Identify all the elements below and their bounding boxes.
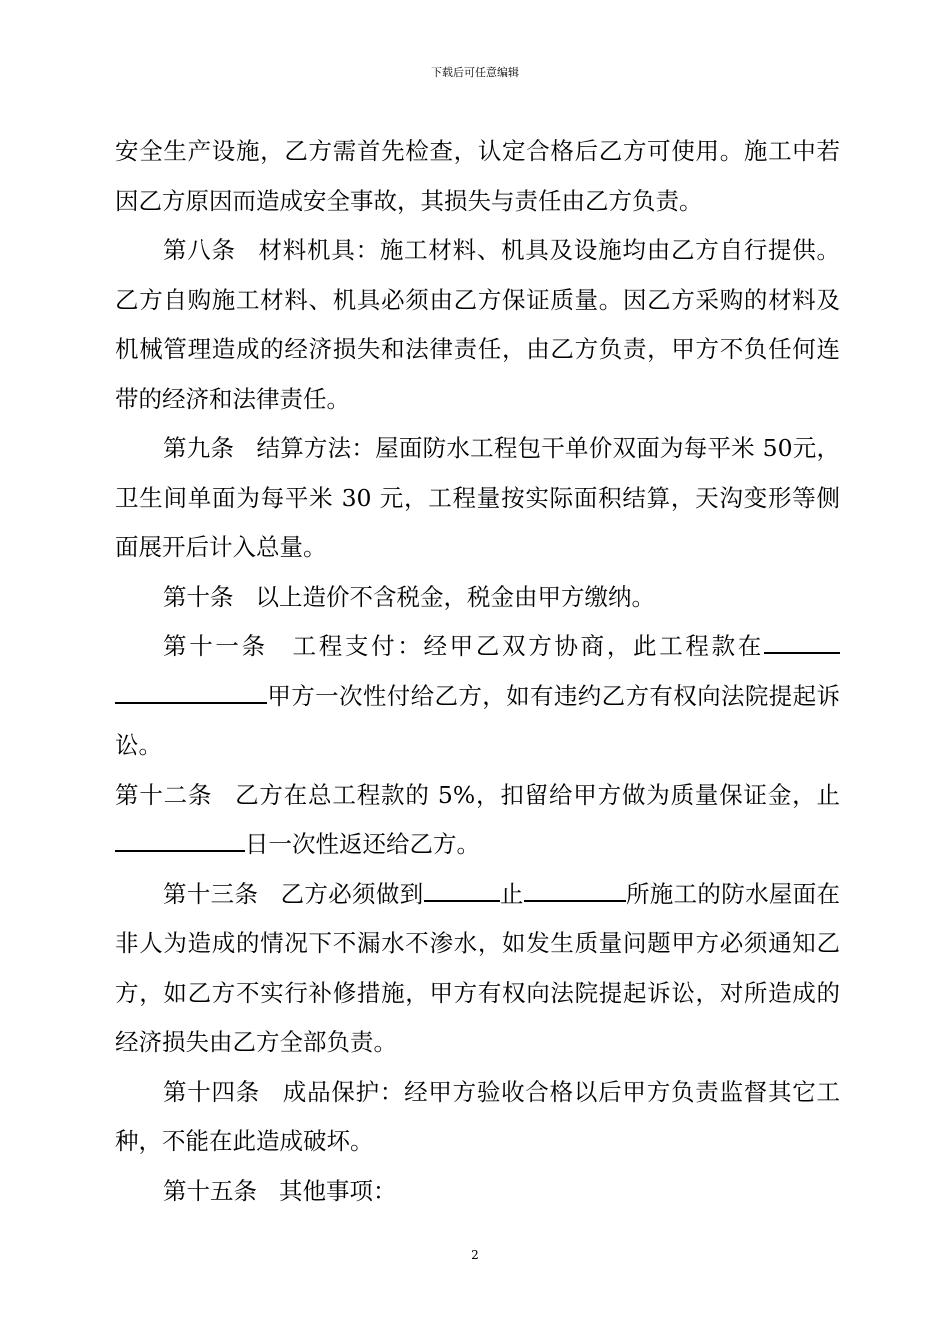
article-label: 第十三条 [163, 879, 259, 908]
article-label: 第十一条 [163, 632, 268, 660]
article-label: 第九条 [163, 434, 235, 462]
article-9 [115, 424, 840, 573]
article-text: 乙方必须做到 [280, 879, 424, 908]
article-13 [115, 870, 840, 1068]
article-text: 所施工的防水屋面在非人为造成的情况下不漏水不渗水，如发生质量问题甲方必须通知乙方，如乙方不实行补修措施，甲方有权向法院提起诉讼，对所造成的经济损失由乙方全部负责。 [115, 879, 841, 1056]
article-label: 第十五条 [163, 1176, 257, 1205]
article-label: 第十条 [163, 582, 234, 611]
article-text: 其他事项： [279, 1176, 397, 1205]
article-15 [115, 1167, 840, 1217]
article-14 [115, 1068, 840, 1167]
article-10 [115, 573, 840, 623]
article-text: 乙方在总工程款的 5%，扣留给甲方做为质量保证金，止 [234, 780, 840, 809]
paragraph-text: 安全生产设施，乙方需首先检查，认定合格后乙方可使用。施工中若因乙方原因而造成安全事故，其损失与责任由乙方负责。 [115, 137, 840, 215]
article-text: 结算方法：屋面防水工程包干单价双面为每平米 50元，卫生间单面为每平米 30 元，工程量按实际面积结算，天沟变形等侧面展开后计入总量。 [115, 434, 841, 561]
fill-in-blank [524, 878, 626, 902]
page-number: 2 [471, 1248, 479, 1262]
fill-in-blank [115, 828, 245, 852]
article-text: 工程支付：经甲乙双方协商，此工程款在 [289, 632, 765, 660]
article-text: 甲方一次性付给乙方，如有违约乙方有权向法院提起诉讼。 [115, 681, 840, 759]
article-text: 材料机具：施工材料、机具及设施均由乙方自行提供。乙方自购施工材料、机具必须由乙方保证质量。因乙方采购的材料及机械管理造成的经济损失和法律责任，由乙方负责，甲方不负任何连带的经济和法律责任。 [115, 236, 841, 413]
article-label: 第十二条 [115, 780, 213, 809]
fill-in-blank [115, 680, 267, 704]
article-8 [115, 226, 840, 424]
paragraph-safety [115, 127, 840, 226]
article-12 [115, 771, 840, 870]
page-header: 下载后可任意编辑 [431, 66, 519, 79]
article-text: 以上造价不含税金，税金由甲方缴纳。 [255, 582, 655, 611]
article-label: 第八条 [163, 236, 236, 264]
article-text: 日一次性返还给乙方。 [245, 830, 480, 858]
article-text: 止 [499, 879, 524, 908]
document-body [115, 127, 840, 1216]
fill-in-blank [764, 630, 840, 654]
article-label: 第十四条 [163, 1077, 261, 1106]
fill-in-blank [424, 878, 500, 902]
article-text: 成品保护：经甲方验收合格以后甲方负责监督其它工种，不能在此造成破坏。 [115, 1077, 841, 1155]
article-11 [115, 622, 840, 771]
